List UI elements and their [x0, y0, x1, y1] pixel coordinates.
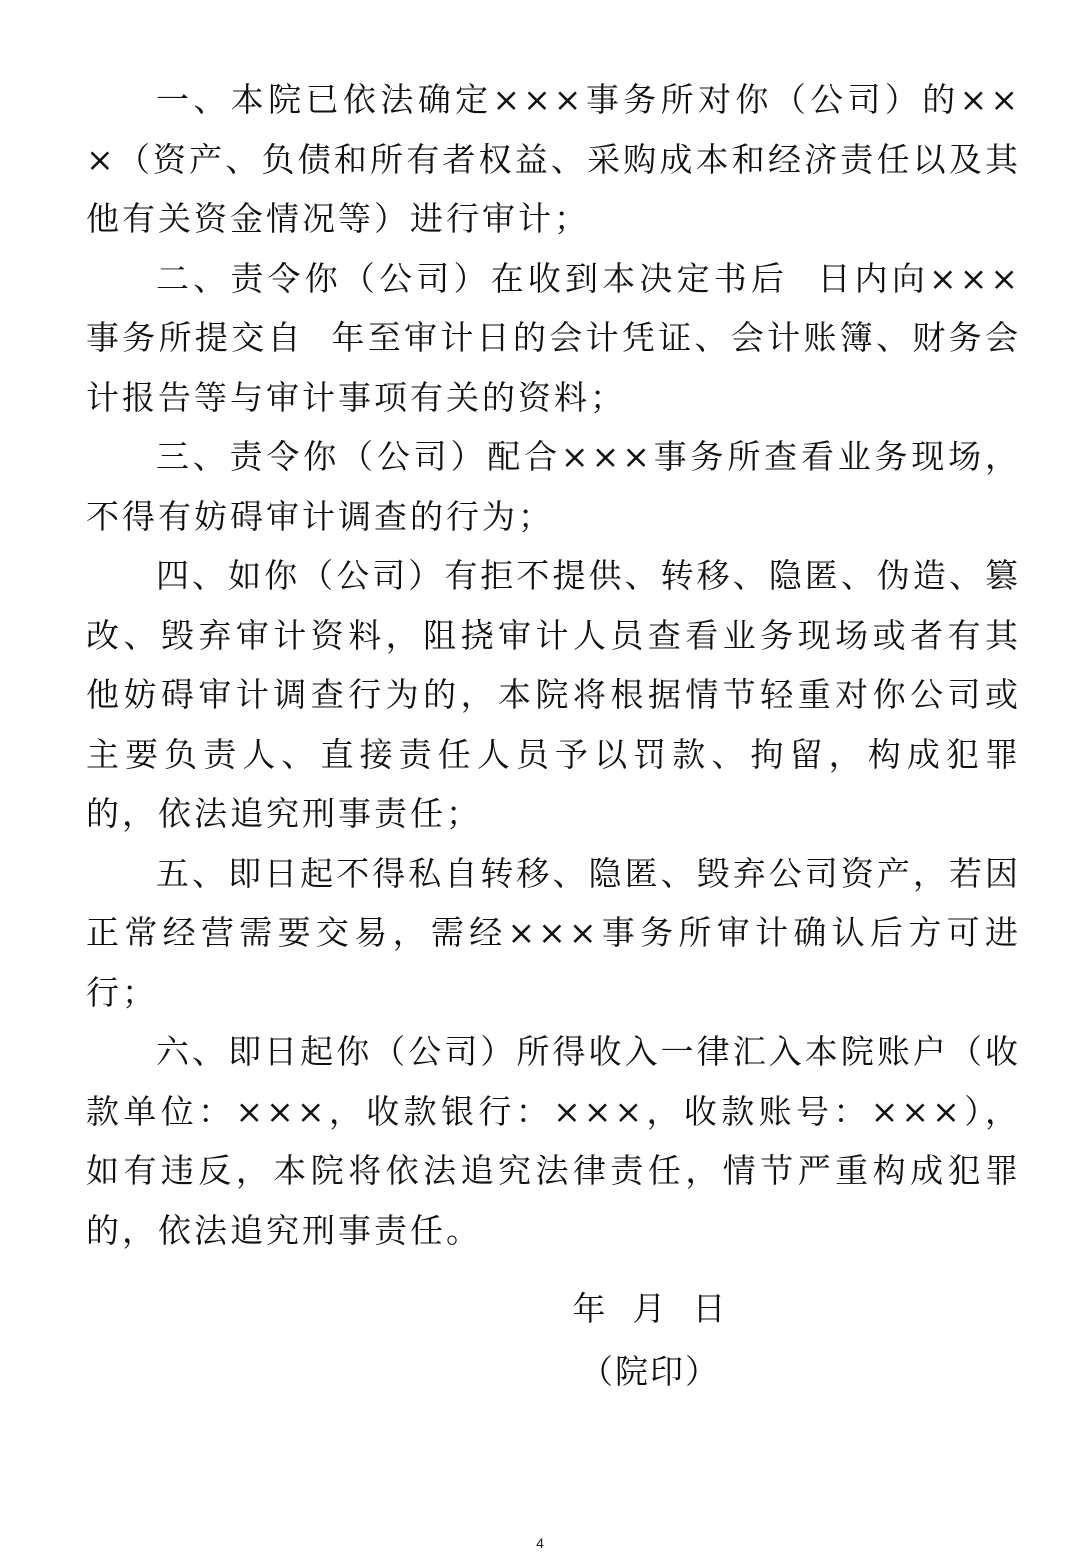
date-line: 年 月 日: [572, 1289, 728, 1328]
paragraph-1: 一、本院已依法确定×××事务所对你（公司）的×××（资产、负债和所有者权益、采购成本和经济责任以及其他有关资金情况等）进行审计；: [86, 80, 1021, 238]
paragraph-3: 三、责令你（公司）配合×××事务所查看业务现场，不得有妨碍审计调查的行为；: [86, 437, 1021, 536]
document-body: [86, 70, 1021, 1260]
page-number: 4: [536, 1535, 544, 1551]
paragraph-6: 六、即日起你（公司）所得收入一律汇入本院账户（收款单位：×××，收款银行：×××，收款账号：×××），如有违反，本院将依法追究法律责任，情节严重构成犯罪的，依法追究刑事责任。: [86, 1032, 1021, 1250]
seal-placeholder: （院印）: [580, 1352, 720, 1391]
paragraph-2: 二、责令你（公司）在收到本决定书后 日内向×××事务所提交自 年至审计日的会计凭证、会计账簿、财务会计报告等与审计事项有关的资料；: [86, 258, 1021, 417]
paragraph-5: 五、即日起不得私自转移、隐匿、毁弃公司资产，若因正常经营需要交易，需经×××事务所审计确认后方可进行；: [86, 853, 1021, 1012]
paragraph-4: 四、如你（公司）有拒不提供、转移、隐匿、伪造、篡改、毁弃审计资料，阻挠审计人员查看业务现场或者有其他妨碍审计调查行为的，本院将根据情节轻重对你公司或主要负责人、直接责任人员予以罚款、拘留，构成犯罪的，依法追究刑事责任；: [86, 556, 1021, 833]
